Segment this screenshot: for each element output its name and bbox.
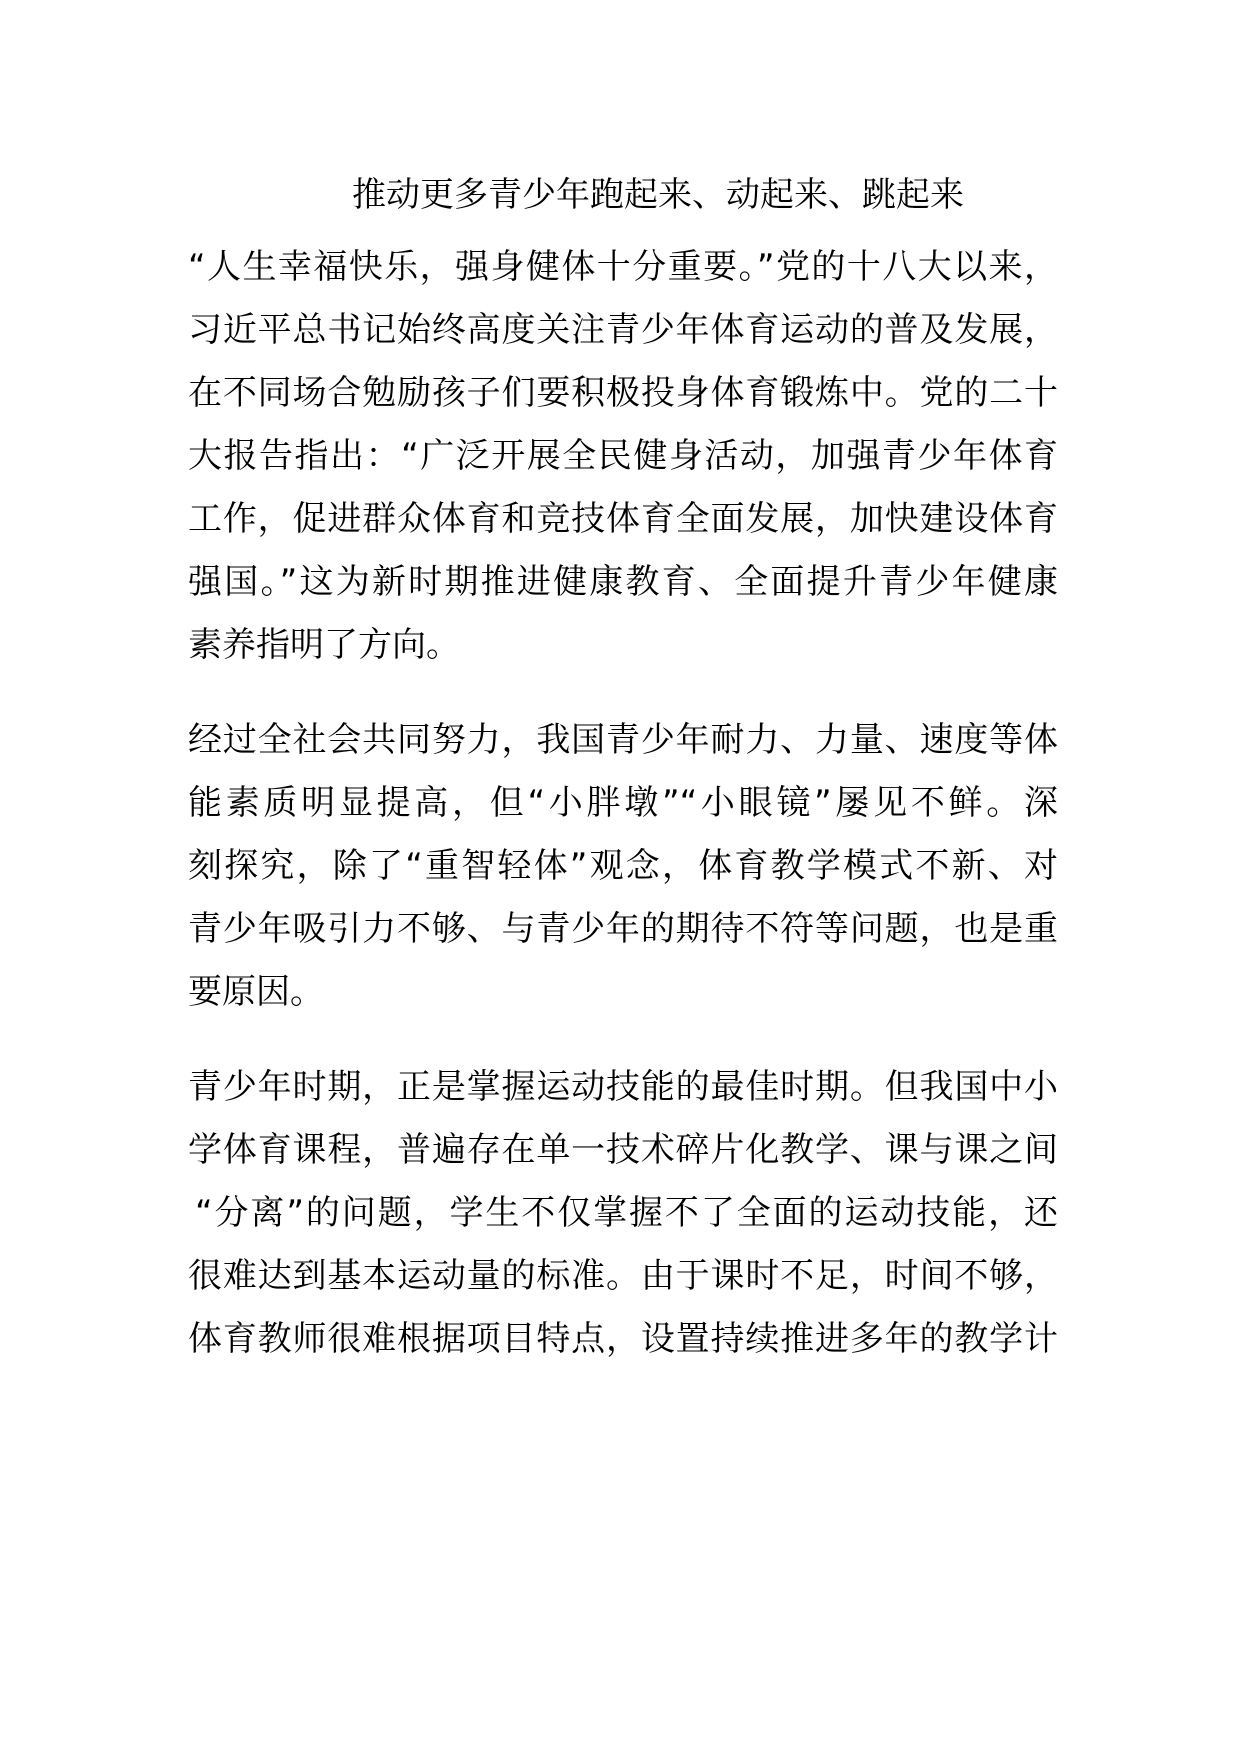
paragraph-line: 大报告指出：“广泛开展全民健身活动，加强青少年体育 xyxy=(188,436,1058,476)
paragraph-line: 工作，促进群众体育和竞技体育全面发展，加快建设体育 xyxy=(188,499,1058,539)
paragraph-line: 学体育课程，普遍存在单一技术碎片化教学、课与课之间 xyxy=(188,1130,1058,1170)
paragraph-line: 青少年时期，正是掌握运动技能的最佳时期。但我国中小 xyxy=(188,1067,1058,1107)
paragraph-line: 体育教师很难根据项目特点，设置持续推进多年的教学计 xyxy=(188,1319,1058,1359)
paragraph-line: 能素质明显提高，但“小胖墩”“小眼镜”屡见不鲜。深 xyxy=(188,783,1058,823)
paragraph-line: 刻探究，除了“重智轻体”观念，体育教学模式不新、对 xyxy=(188,846,1058,886)
paragraph-line: 在不同场合勉励孩子们要积极投身体育锻炼中。党的二十 xyxy=(188,373,1058,413)
paragraph-line: 很难达到基本运动量的标准。由于课时不足，时间不够， xyxy=(188,1256,1058,1296)
paragraph-line: 素养指明了方向。 xyxy=(188,625,460,665)
paragraph-line: “人生幸福快乐，强身健体十分重要。”党的十八大以来， xyxy=(188,247,1058,287)
paragraph-line: 习近平总书记始终高度关注青少年体育运动的普及发展， xyxy=(188,310,1058,350)
paragraph-line: 要原因。 xyxy=(188,972,324,1012)
document-title: 推动更多青少年跑起来、动起来、跳起来 xyxy=(352,175,964,215)
paragraph-line: 强国。”这为新时期推进健康教育、全面提升青少年健康 xyxy=(188,562,1058,602)
paragraph-line: 经过全社会共同努力，我国青少年耐力、力量、速度等体 xyxy=(188,720,1058,760)
paragraph-line: “分离”的问题，学生不仅掌握不了全面的运动技能，还 xyxy=(195,1193,1058,1233)
paragraph-line: 青少年吸引力不够、与青少年的期待不符等问题，也是重 xyxy=(188,909,1058,949)
